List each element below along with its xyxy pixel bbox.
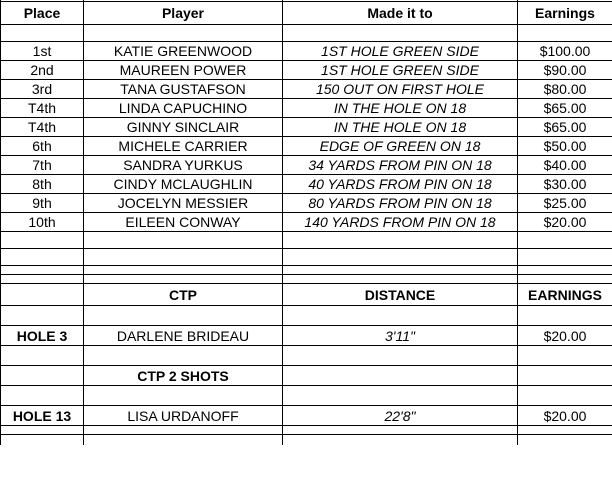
- earnings-cell: $90.00: [518, 61, 612, 80]
- ctp-earnings-cell: $20.00: [518, 406, 612, 426]
- place-cell: 9th: [1, 194, 84, 213]
- hole-label: HOLE 3: [1, 326, 84, 346]
- earnings-cell: $100.00: [518, 42, 612, 61]
- spacer-row: [1, 232, 612, 249]
- distance-header: DISTANCE: [283, 284, 518, 306]
- place-cell: 6th: [1, 137, 84, 156]
- result-row: [1, 137, 612, 156]
- place-cell: 8th: [1, 175, 84, 194]
- player-cell: KATIE GREENWOOD: [84, 42, 283, 61]
- made-it-to-cell: IN THE HOLE ON 18: [283, 99, 518, 118]
- made-it-to-cell: EDGE OF GREEN ON 18: [283, 137, 518, 156]
- made-it-to-cell: 80 YARDS FROM PIN ON 18: [283, 194, 518, 213]
- spacer-row: [1, 25, 612, 42]
- place-cell: T4th: [1, 118, 84, 137]
- earnings-cell: $65.00: [518, 99, 612, 118]
- spacer-row: [1, 346, 612, 366]
- ctp-earnings-cell: $20.00: [518, 326, 612, 346]
- ctp-row: [1, 406, 612, 426]
- ctp-row: [1, 326, 612, 346]
- spacer-row: [1, 426, 612, 435]
- ctp-header-row: [1, 284, 612, 306]
- made-it-to-cell: 34 YARDS FROM PIN ON 18: [283, 156, 518, 175]
- earnings-cell: $40.00: [518, 156, 612, 175]
- ctp2-label: CTP 2 SHOTS: [84, 366, 283, 386]
- result-row: [1, 156, 612, 175]
- result-row: [1, 80, 612, 99]
- ctp-header: CTP: [84, 284, 283, 306]
- player-header: Player: [84, 2, 283, 25]
- place-cell: 7th: [1, 156, 84, 175]
- player-cell: MICHELE CARRIER: [84, 137, 283, 156]
- distance-cell: 22'8": [283, 406, 518, 426]
- result-row: [1, 175, 612, 194]
- player-cell: CINDY MCLAUGHLIN: [84, 175, 283, 194]
- player-cell: LINDA CAPUCHINO: [84, 99, 283, 118]
- made-it-to-header: Made it to: [283, 2, 518, 25]
- hole-label: HOLE 13: [1, 406, 84, 426]
- made-it-to-cell: 1ST HOLE GREEN SIDE: [283, 61, 518, 80]
- ctp-earnings-header: EARNINGS: [518, 284, 612, 306]
- earnings-cell: $50.00: [518, 137, 612, 156]
- ctp-player-cell: DARLENE BRIDEAU: [84, 326, 283, 346]
- earnings-cell: $20.00: [518, 213, 612, 232]
- spacer-row: [1, 435, 612, 446]
- earnings-cell: $80.00: [518, 80, 612, 99]
- earnings-cell: $65.00: [518, 118, 612, 137]
- place-cell: T4th: [1, 99, 84, 118]
- place-cell: 1st: [1, 42, 84, 61]
- made-it-to-cell: 140 YARDS FROM PIN ON 18: [283, 213, 518, 232]
- spacer-row: [1, 386, 612, 406]
- place-cell: 2nd: [1, 61, 84, 80]
- earnings-cell: $25.00: [518, 194, 612, 213]
- spacer-row: [1, 249, 612, 266]
- made-it-to-cell: 40 YARDS FROM PIN ON 18: [283, 175, 518, 194]
- spacer-row: [1, 306, 612, 326]
- result-row: [1, 194, 612, 213]
- player-cell: JOCELYN MESSIER: [84, 194, 283, 213]
- player-cell: GINNY SINCLAIR: [84, 118, 283, 137]
- result-row: [1, 99, 612, 118]
- spacer-row: [1, 266, 612, 275]
- earnings-cell: $30.00: [518, 175, 612, 194]
- result-row: [1, 118, 612, 137]
- place-cell: 10th: [1, 213, 84, 232]
- player-cell: SANDRA YURKUS: [84, 156, 283, 175]
- earnings-header: Earnings: [518, 2, 612, 25]
- result-row: [1, 213, 612, 232]
- result-row: [1, 61, 612, 80]
- ctp2-row: [1, 366, 612, 386]
- result-row: [1, 42, 612, 61]
- place-cell: 3rd: [1, 80, 84, 99]
- made-it-to-cell: 1ST HOLE GREEN SIDE: [283, 42, 518, 61]
- player-cell: MAUREEN POWER: [84, 61, 283, 80]
- header-row: [1, 2, 612, 25]
- ctp-player-cell: LISA URDANOFF: [84, 406, 283, 426]
- player-cell: EILEEN CONWAY: [84, 213, 283, 232]
- player-cell: TANA GUSTAFSON: [84, 80, 283, 99]
- place-header: Place: [1, 2, 84, 25]
- distance-cell: 3'11": [283, 326, 518, 346]
- spacer-row: [1, 275, 612, 284]
- made-it-to-cell: IN THE HOLE ON 18: [283, 118, 518, 137]
- made-it-to-cell: 150 OUT ON FIRST HOLE: [283, 80, 518, 99]
